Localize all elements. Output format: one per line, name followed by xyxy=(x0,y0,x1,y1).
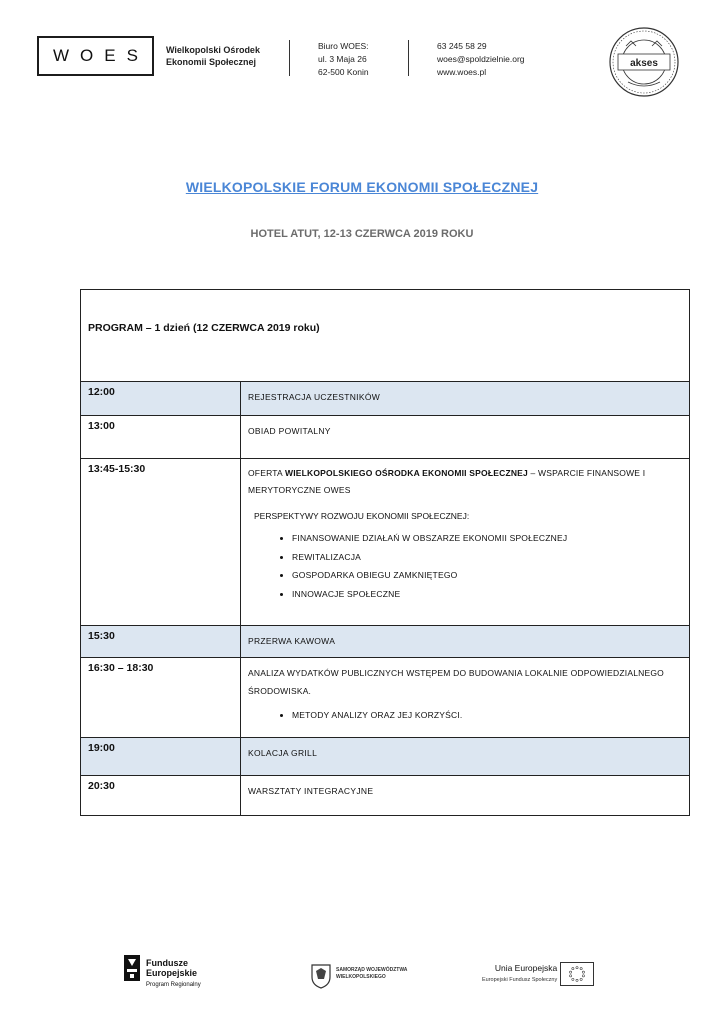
table-row xyxy=(81,776,689,815)
row-time: 16:30 – 18:30 xyxy=(88,662,154,674)
eu-fund-name: Europejski Fundusz Społeczny xyxy=(482,977,558,983)
fe-subtitle: Program Regionalny xyxy=(146,982,201,988)
table-row xyxy=(81,626,689,658)
row-time: 12:00 xyxy=(88,386,115,398)
contact-info: 63 245 58 29 woes@spoldzielnie.org www.woes.pl xyxy=(437,41,525,77)
owes-offer-text xyxy=(248,465,681,499)
cell-divider xyxy=(240,658,241,737)
cell-divider xyxy=(240,626,241,657)
table-row xyxy=(81,738,689,776)
table-row xyxy=(81,459,689,626)
row-time: 13:45-15:30 xyxy=(88,463,146,475)
offer-org-name: WIELKOPOLSKIEGO OŚRODKA EKONOMII SPOŁECZNEJ xyxy=(284,468,528,478)
row-description: OBIAD POWITALNY xyxy=(248,426,331,436)
topic-list xyxy=(248,706,681,725)
office-address: Biuro WOES: ul. 3 Maja 26 62-500 Konin xyxy=(318,41,369,77)
header-divider xyxy=(408,40,409,76)
akses-badge-icon xyxy=(598,26,690,98)
header-divider xyxy=(289,40,290,76)
row-description xyxy=(248,664,681,725)
list-item: • GOSPODARKA OBIEGU ZAMKNIĘTEGO xyxy=(292,566,681,585)
row-description: KOLACJA GRILL xyxy=(248,748,318,758)
row-description xyxy=(248,465,681,603)
fundusze-europejskie-icon xyxy=(122,953,142,983)
offer-prefix: OFERTA xyxy=(248,468,285,478)
logo-text: WOES xyxy=(53,46,149,65)
eu-flag-icon xyxy=(560,962,594,986)
fundusze-europejskie-label xyxy=(146,958,201,990)
org-name: Wielkopolski Ośrodek Ekonomii Społecznej xyxy=(166,45,260,67)
program-table xyxy=(80,289,690,816)
row-description: REJESTRACJA UCZESTNIKÓW xyxy=(248,392,381,402)
forum-title: WIELKOPOLSKIE FORUM EKONOMII SPOŁECZNEJ xyxy=(185,179,539,195)
forum-venue-date: HOTEL ATUT, 12-13 CZERWCA 2019 ROKU xyxy=(250,228,474,240)
row-description: PRZERWA KAWOWA xyxy=(248,636,336,646)
cell-divider xyxy=(240,459,241,625)
row-subheading: PERSPEKTYWY ROZWOJU EKONOMII SPOŁECZNEJ: xyxy=(254,511,470,521)
cell-divider xyxy=(240,776,241,815)
program-heading: PROGRAM – 1 dzień (12 CZERWCA 2019 roku) xyxy=(88,322,320,334)
row-time: 15:30 xyxy=(88,630,115,642)
row-time: 19:00 xyxy=(88,742,115,754)
row-time: 13:00 xyxy=(88,420,115,432)
samorzad-label: SAMORZĄD WOJEWÓDZTWA WIELKOPOLSKIEGO xyxy=(336,967,408,980)
cell-divider xyxy=(240,382,241,415)
eu-title: Unia Europejska xyxy=(494,963,558,973)
cell-divider xyxy=(240,416,241,458)
offer-suffix: – WSPARCIE FINANSOWE I MERYTORYCZNE OWES xyxy=(248,468,646,495)
list-item: • REWITALIZACJA xyxy=(292,548,681,567)
list-item: • FINANSOWANIE DZIAŁAŃ W OBSZARZE EKONOMII SPOŁECZNEJ xyxy=(292,529,681,548)
table-row xyxy=(81,382,689,416)
topic-list xyxy=(248,529,681,603)
wielkopolska-coat-of-arms-icon xyxy=(310,963,332,989)
eu-label xyxy=(482,963,557,985)
fe-title: Fundusze Europejskie xyxy=(146,958,198,978)
cell-divider xyxy=(240,738,241,775)
table-row xyxy=(81,416,689,459)
list-item: • METODY ANALIZY ORAZ JEJ KORZYŚCI. xyxy=(292,706,681,725)
table-row xyxy=(81,658,689,738)
program-heading-cell xyxy=(81,290,689,382)
row-time: 20:30 xyxy=(88,780,115,792)
analysis-text: ANALIZA WYDATKÓW PUBLICZNYCH WSTĘPEM DO BUDOWANIA LOKALNIE ODPOWIEDZIALNEGO ŚRODOWISKA. xyxy=(248,668,664,696)
list-item: • INNOWACJE SPOŁECZNE xyxy=(292,585,681,604)
row-description: WARSZTATY INTEGRACYJNE xyxy=(248,786,374,796)
woes-logo xyxy=(37,36,154,76)
badge-text: akses xyxy=(630,58,658,69)
